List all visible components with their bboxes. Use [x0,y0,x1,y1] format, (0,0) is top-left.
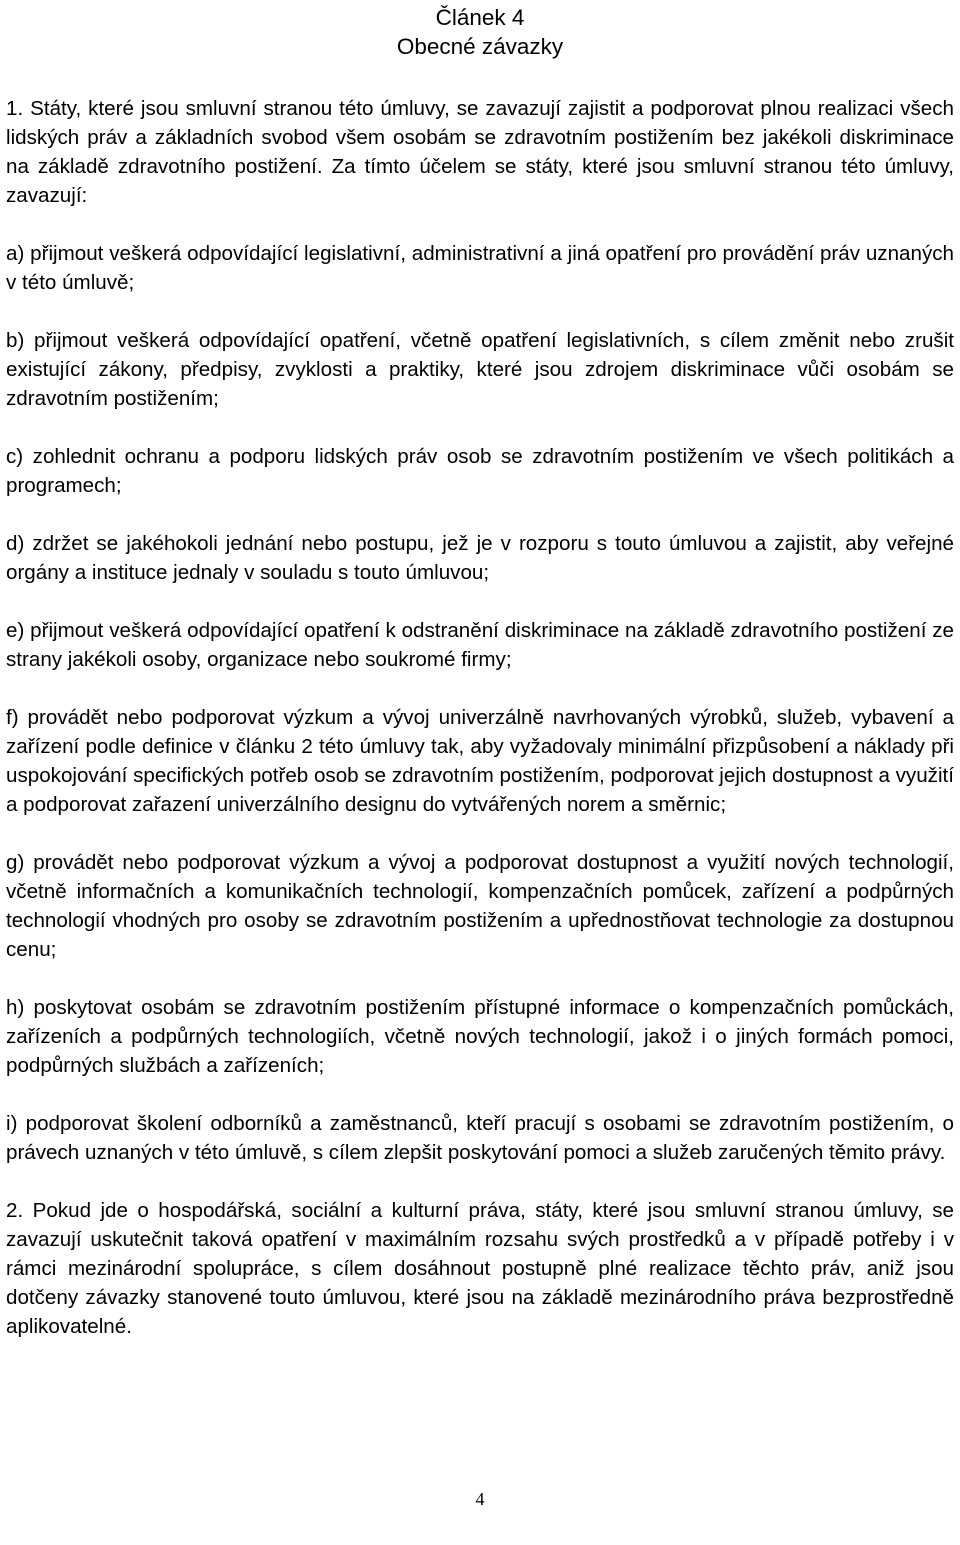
clause-a: a) přijmout veškerá odpovídající legislativní, administrativní a jiná opatření pro provádění práv uznaných v této úmluvě; [6,242,954,294]
document-page [6,0,954,1341]
clause-c: c) zohlednit ochranu a podporu lidských práv osob se zdravotním postižením ve všech politikách a programech; [6,445,954,497]
paragraph-2: 2. Pokud jde o hospodářská, sociální a kulturní práva, státy, které jsou smluvní stranou úmluvy, se zavazují uskutečnit taková opatření v maximálním rozsahu svých prostředků a v případě potřeby i v rámci mezinárodní spolupráce, s cílem dosáhnout postupně plné realizace těchto práv, aniž jsou dotčeny závazky stanovené touto úmluvou, které jsou na základě mezinárodního práva bezprostředně aplikovatelné. [6,1199,954,1338]
clause-b: b) přijmout veškerá odpovídající opatření, včetně opatření legislativních, s cílem změnit nebo zrušit existující zákony, předpisy, zvyklosti a praktiky, které jsou zdrojem diskriminace vůči osobám se zdravotním postižením; [6,329,954,410]
article-title: Obecné závazky [396,34,564,59]
paragraph-1: 1. Státy, které jsou smluvní stranou této úmluvy, se zavazují zajistit a podporovat plnou realizaci všech lidských práv a základních svobod všem osobám se zdravotním postižením bez jakékoli diskriminace na základě zdravotního postižení. Za tímto účelem se státy, které jsou smluvní stranou této úmluvy, zavazují: [6,97,954,207]
article-heading [6,3,954,61]
article-number: Článek 4 [435,5,525,30]
clause-g: g) provádět nebo podporovat výzkum a vývoj a podporovat dostupnost a využití nových technologií, včetně informačních a komunikačních technologií, kompenzačních pomůcek, zařízení a podpůrných technologií vhodných pro osoby se zdravotním postižením a upřednostňovat technologie za dostupnou cenu; [6,851,954,961]
clause-d: d) zdržet se jakéhokoli jednání nebo postupu, jež je v rozporu s touto úmluvou a zajistit, aby veřejné orgány a instituce jednaly v souladu s touto úmluvou; [6,532,954,584]
clause-e: e) přijmout veškerá odpovídající opatření k odstranění diskriminace na základě zdravotního postižení ze strany jakékoli osoby, organizace nebo soukromé firmy; [6,619,954,671]
clause-i: i) podporovat školení odborníků a zaměstnanců, kteří pracují s osobami se zdravotním postižením, o právech uznaných v této úmluvě, s cílem zlepšit poskytování pomoci a služeb zaručených těmito právy. [6,1112,954,1164]
page-number: 4 [475,1489,485,1509]
clause-h: h) poskytovat osobám se zdravotním postižením přístupné informace o kompenzačních pomůckách, zařízeních a podpůrných technologiích, včetně nových technologií, jakož i o jiných formách pomoci, podpůrných službách a zařízeních; [6,996,954,1077]
clause-f: f) provádět nebo podporovat výzkum a vývoj univerzálně navrhovaných výrobků, služeb, vybavení a zařízení podle definice v článku 2 této úmluvy tak, aby vyžadovaly minimální přizpůsobení a náklady při uspokojování specifických potřeb osob se zdravotním postižením, podporovat jejich dostupnost a využití a podporovat zařazení univerzálního designu do vytvářených norem a směrnic; [6,706,954,816]
